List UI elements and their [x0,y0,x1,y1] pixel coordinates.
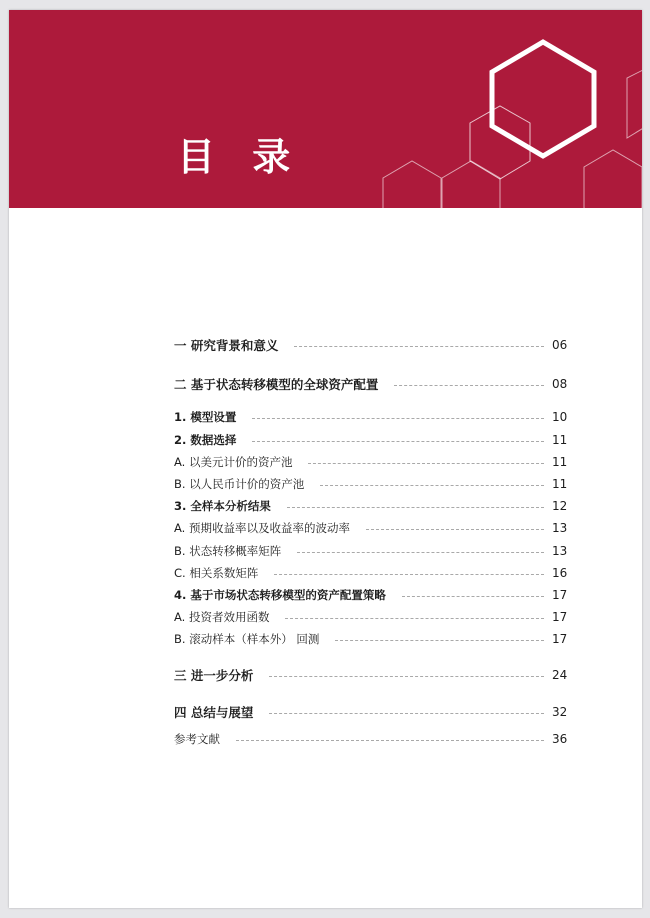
toc-entry[interactable] [174,630,566,648]
toc-page-number: 17 [552,588,568,602]
toc-entry[interactable] [174,730,566,748]
toc-entry[interactable] [174,497,566,515]
toc-entry-label: 一 研究背景和意义 [174,338,279,353]
page-title: 目 录 [177,135,303,179]
toc-page-number: 08 [552,377,568,391]
toc-page-number: 12 [552,499,568,513]
toc-entry[interactable] [174,453,566,471]
toc-entry[interactable] [174,703,566,721]
toc-entry-label: A. 预期收益率以及收益率的波动率 [174,521,350,535]
hexagon-center [442,161,500,208]
toc-entry[interactable] [174,519,566,537]
toc-page-number: 06 [552,338,568,352]
toc-page-number: 17 [552,610,568,624]
dotted-leader [285,618,544,619]
toc-page-number: 11 [552,477,568,491]
dotted-leader [320,485,544,486]
dotted-leader [297,552,544,553]
document-page [9,10,642,908]
dotted-leader [394,385,544,386]
hexagon-right [584,150,642,208]
hexagon-decoration [9,10,642,208]
toc-page-number: 13 [552,544,568,558]
toc-entry-label: A. 投资者效用函数 [174,610,270,624]
title-banner [9,10,642,208]
toc-entry-label: 4. 基于市场状态转移模型的资产配置策略 [174,588,386,602]
dotted-leader [269,676,544,677]
toc-entry-label: 参考文献 [174,732,220,746]
toc-page-number: 17 [552,632,568,646]
toc-entry[interactable] [174,608,566,626]
toc-page-number: 11 [552,455,568,469]
toc-entry[interactable] [174,542,566,560]
toc-entry[interactable] [174,475,566,493]
toc-entry-label: A. 以美元计价的资产池 [174,455,293,469]
dotted-leader [308,463,544,464]
toc-entry[interactable] [174,666,566,684]
dotted-leader [294,346,544,347]
dotted-leader [402,596,544,597]
toc-page-number: 13 [552,521,568,535]
toc-entry-label: 二 基于状态转移模型的全球资产配置 [174,377,379,392]
toc-entry[interactable] [174,408,566,426]
hexagon-left [383,161,441,208]
toc-page-number: 10 [552,410,568,424]
toc-entry-label: 3. 全样本分析结果 [174,499,271,513]
dotted-leader [287,507,544,508]
hexagon-edge [627,70,642,138]
dotted-leader [335,640,544,641]
toc-page-number: 24 [552,668,568,682]
dotted-leader [269,713,544,714]
toc-page-number: 11 [552,433,568,447]
toc-entry-label: B. 滚动样本（样本外） 回测 [174,632,320,646]
toc-entry[interactable] [174,431,566,449]
toc-entry[interactable] [174,564,566,582]
toc-entry-label: B. 状态转移概率矩阵 [174,544,282,558]
toc-entry-label: C. 相关系数矩阵 [174,566,259,580]
dotted-leader [366,529,544,530]
toc-page-number: 16 [552,566,568,580]
dotted-leader [252,418,544,419]
dotted-leader [274,574,544,575]
dotted-leader [252,441,544,442]
toc-entry[interactable] [174,375,566,393]
toc-entry-label: 三 进一步分析 [174,668,254,683]
toc-entry-label: 2. 数据选择 [174,433,237,447]
toc-page-number: 32 [552,705,568,719]
toc-entry-label: 1. 模型设置 [174,410,237,424]
toc-entry[interactable] [174,586,566,604]
toc-entry[interactable] [174,336,566,354]
toc-entry-label: B. 以人民币计价的资产池 [174,477,305,491]
toc-entry-label: 四 总结与展望 [174,705,254,720]
toc-page-number: 36 [552,732,568,746]
hexagon-large [492,42,594,156]
dotted-leader [236,740,544,741]
